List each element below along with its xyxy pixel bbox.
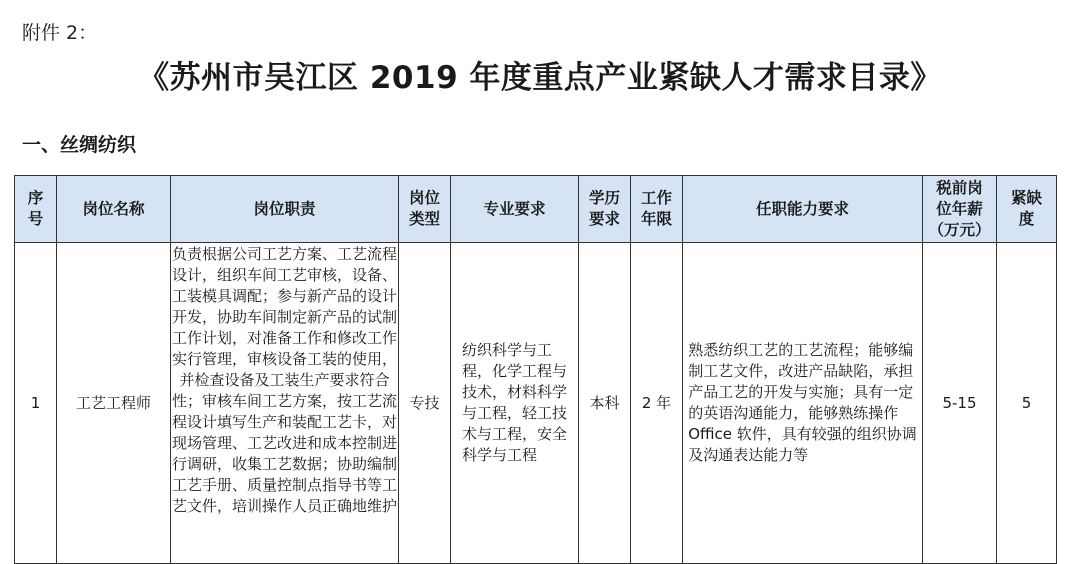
- section-heading: 一、丝绸纺织: [22, 134, 137, 156]
- header-scarcity: 紧缺 度: [997, 176, 1057, 243]
- header-index: 序 号: [15, 176, 57, 243]
- cell-position-name: 工艺工程师: [57, 243, 171, 564]
- header-position-type: 岗位 类型: [399, 176, 451, 243]
- header-major: 专业要求: [451, 176, 579, 243]
- table-row: [15, 243, 1057, 564]
- header-competency: 任职能力要求: [683, 176, 923, 243]
- cell-index: 1: [15, 243, 57, 564]
- header-education: 学历 要求: [579, 176, 631, 243]
- talent-catalog-table: [14, 175, 1057, 564]
- cell-major: 纺织科学与工 程，化学工程与 技术，材料科学 与工程，轻工技 术与工程，安全 科学与工程: [451, 243, 579, 564]
- cell-education: 本科: [579, 243, 631, 564]
- cell-duties: 负责根据公司工艺方案、工艺流程 设计，组织车间工艺审核，设备、 工装模具调配；参与新产品的设计 开发，协助车间制定新产品的试制 工作计划，对准备工作和修改工作 实行管理，审核设备工装的使用， 并检查设备及工装生产要求符合 性；审核车间工艺方案，按工艺流 程设计填写生产和装配工艺卡，对 现场管理、工艺改进和成本控制进 行调研，收集工艺数据；协助编制 工艺手册、质量控制点指导书等工 艺文件，培训操作人员正确地维护: [171, 243, 399, 564]
- table-header-row: [15, 176, 1057, 243]
- header-experience: 工作 年限: [631, 176, 683, 243]
- cell-competency: 熟悉纺织工艺的工艺流程；能够编 制工艺文件，改进产品缺陷，承担 产品工艺的开发与实施；具有一定 的英语沟通能力，能够熟练操作 Office 软件，具有较强的组织协调 及沟通表达能力等: [683, 243, 923, 564]
- cell-salary: 5-15: [923, 243, 997, 564]
- header-position-name: 岗位名称: [57, 176, 171, 243]
- document-title: 《苏州市吴江区 2019 年度重点产业紧缺人才需求目录》: [138, 60, 942, 96]
- cell-experience: 2 年: [631, 243, 683, 564]
- cell-position-type: 专技: [399, 243, 451, 564]
- header-salary: 税前岗 位年薪 （万元）: [923, 176, 997, 243]
- attachment-label: 附件 2：: [22, 22, 98, 44]
- cell-scarcity: 5: [997, 243, 1057, 564]
- header-duties: 岗位职责: [171, 176, 399, 243]
